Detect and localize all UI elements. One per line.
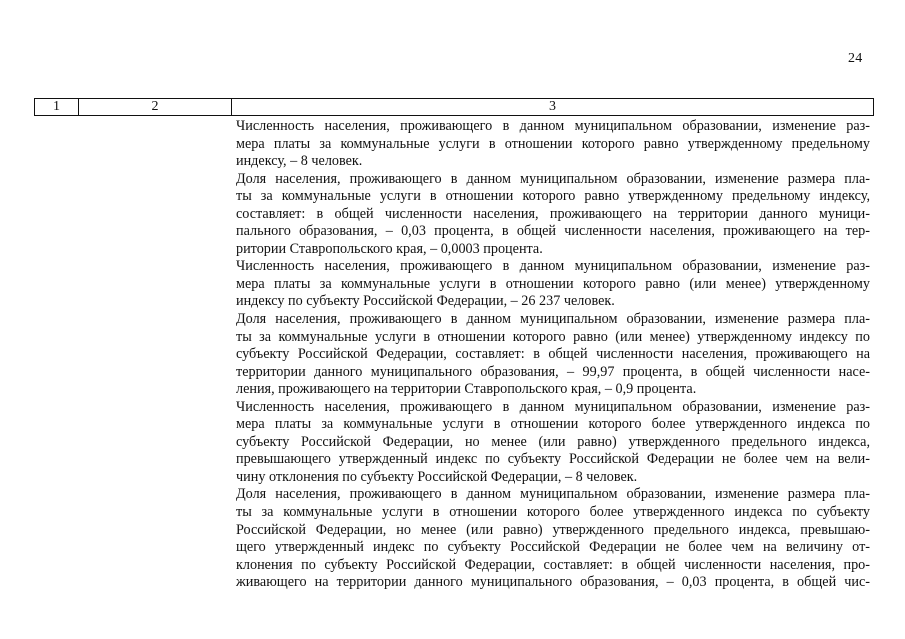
text-line: индексу по субъекту Российской Федерации, – 26 237 человек.: [236, 293, 615, 310]
text-line: составляет: в общей численности населения, проживающего на территории данного муници-: [236, 205, 870, 222]
text-line: мера платы за коммунальные услуги в отношении которого равно (или менее) утвержденному: [236, 275, 870, 292]
text-line: Доля населения, проживающего в данном муниципальном образовании, изменение размера пла-: [236, 486, 870, 503]
text-line: Численность населения, проживающего в данном муниципальном образовании, изменение раз-: [236, 118, 870, 134]
text-line: мера платы за коммунальные услуги в отношении которого равно утвержденному предельному: [236, 135, 870, 152]
text-line: ты за коммунальные услуги в отношении которого равно (или менее) утвержденному индексу по: [236, 328, 870, 345]
column-3-text: [236, 118, 870, 592]
text-line: ритории Ставропольского края, – 0,0003 процента.: [236, 240, 543, 257]
page-number: 24: [848, 51, 863, 66]
text-line: ты за коммунальные услуги в отношении которого равно утвержденному предельному индексу,: [236, 188, 870, 205]
column-header-2: 2: [79, 99, 232, 115]
text-line: территории данного муниципального образования, – 99,97 процента, в общей численности насе-: [236, 363, 870, 380]
paragraph-population-deviation: [236, 399, 870, 487]
text-line: Российской Федерации, но менее (или равно) утвержденного предельного индекса, превышаю-: [236, 521, 870, 538]
paragraph-population-subject-index: [236, 258, 870, 311]
text-line: превышающего утвержденный индекс по субъекту Российской Федерации не более чем на вели-: [236, 451, 870, 468]
text-line: щего утвержденный индекс по субъекту Российской Федерации не более чем на величину от-: [236, 539, 870, 556]
text-line: клонения по субъекту Российской Федерации, составляет: в общей численности населения, про-: [236, 556, 870, 573]
text-line: Численность населения, проживающего в данном муниципальном образовании, изменение раз-: [236, 258, 870, 275]
column-header-3: 3: [549, 99, 556, 114]
text-line: Доля населения, проживающего в данном муниципальном образовании, изменение размера пла-: [236, 311, 870, 328]
paragraph-population-limit-index: [236, 118, 870, 171]
text-line: пального образования, – 0,03 процента, в общей численности населения, проживающего на тер-: [236, 223, 870, 240]
text-line: Доля населения, проживающего в данном муниципальном образовании, изменение размера пла-: [236, 170, 870, 187]
text-line: мера платы за коммунальные услуги в отношении которого более утвержденного индекса по: [236, 416, 870, 433]
text-line: ления, проживающего на территории Ставропольского края, – 0,9 процента.: [236, 381, 697, 398]
column-header-1: 1: [35, 99, 79, 115]
text-line: субъекту Российской Федерации, составляет: в общей численности населения, проживающего на: [236, 346, 870, 363]
text-line: субъекту Российской Федерации, но менее (или равно) утвержденного предельного индекса,: [236, 433, 870, 450]
paragraph-share-limit-index: [236, 171, 870, 259]
text-line: чину отклонения по субъекту Российской Федерации, – 8 человек.: [236, 468, 638, 485]
text-line: индексу, – 8 человек.: [236, 153, 363, 170]
text-line: Численность населения, проживающего в данном муниципальном образовании, изменение раз-: [236, 398, 870, 415]
text-line: живающего на территории данного муниципального образования, – 0,03 процента, в общей чис-: [236, 574, 870, 591]
paragraph-share-subject-index: [236, 311, 870, 399]
paragraph-share-deviation: [236, 486, 870, 591]
table-header-row: [34, 98, 874, 116]
text-line: ты за коммунальные услуги в отношении которого более утвержденного индекса по субъекту: [236, 504, 870, 521]
